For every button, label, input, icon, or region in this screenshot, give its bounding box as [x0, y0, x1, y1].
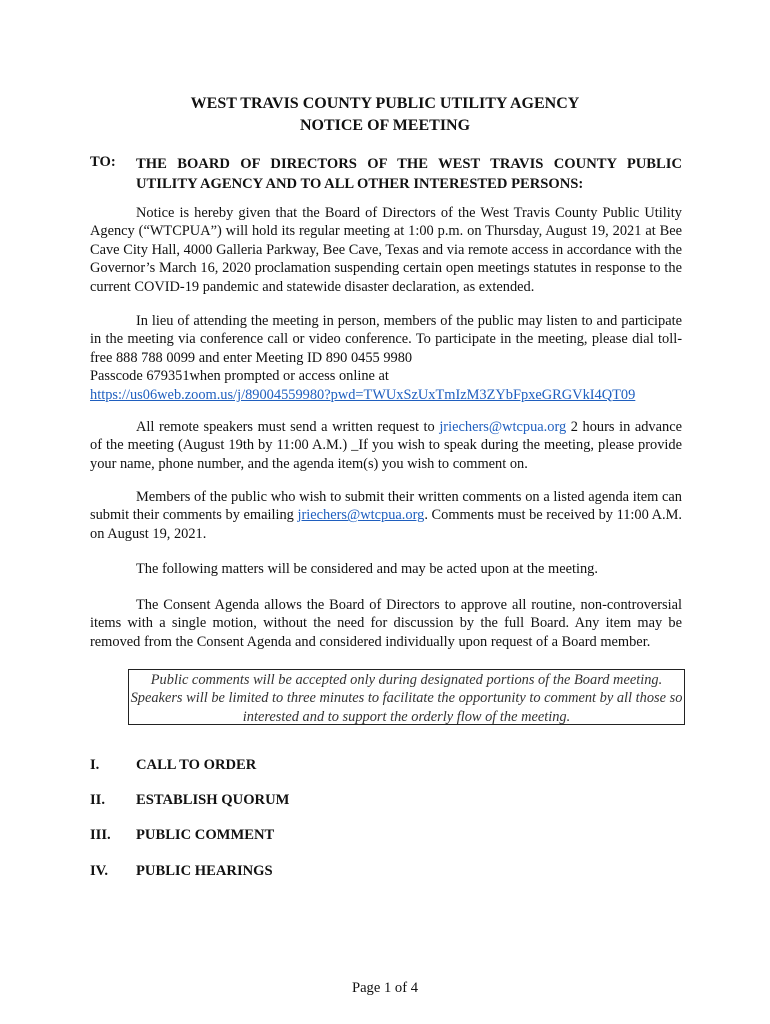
comments-text-before: Members of the public who wish to submit their written comments on a listed agenda item can submit their comments by emailing: [90, 489, 682, 524]
passcode-line: Passcode 679351when prompted or access online at: [90, 368, 389, 385]
public-comment-notice-box: Public comments will be accepted only during designated portions of the Board meeting. Speakers will be limited to three minutes to facilitate the opportunity to comment by all those so interested and to support the orderly flow of the meeting.: [128, 669, 685, 725]
agenda-item-number: II.: [90, 792, 106, 808]
agenda-item-public-comment: PUBLIC COMMENT: [136, 827, 275, 843]
following-matters-paragraph: The following matters will be considered and may be acted upon at the meeting.: [136, 561, 598, 577]
speakers-text-after: 2 hours in advance of the meeting (August 19th by 11:00 A.M.) _If you wish to speak during the meeting, please provide your name, phone number, and the agenda item(s) you wish to comment on.: [90, 419, 682, 472]
agenda-item-call-to-order: CALL TO ORDER: [136, 757, 257, 773]
agency-title: WEST TRAVIS COUNTY PUBLIC UTILITY AGENCY: [190, 95, 580, 112]
agenda-item-number: IV.: [90, 863, 108, 879]
notice-paragraph: Notice is hereby given that the Board of Directors of the West Travis County Public Utility Agency (“WTCPUA”) will hold its regular meeting at 1:00 p.m. on Thursday, August 19, 2021 at Bee Cave City Hall, 4000 Galleria Parkway, Bee Cave, Texas and via remote access in accordance with the Governor’s March 16, 2020 proclamation suspending certain open meetings statutes in response to the current COVID-19 pandemic and statewide disaster declaration, as extended.: [90, 205, 682, 295]
comments-email-link[interactable]: jriechers@wtcpua.org: [297, 507, 425, 524]
comments-text-after: . Comments must be received by 11:00 A.M. on August 19, 2021.: [90, 507, 682, 542]
page-number: Page 1 of 4: [351, 980, 419, 996]
agenda-item-number: I.: [90, 757, 100, 773]
addressee-text: THE BOARD OF DIRECTORS OF THE WEST TRAVIS COUNTY PUBLIC UTILITY AGENCY AND TO ALL OTHER INTERESTED PERSONS:: [136, 156, 682, 192]
consent-agenda-paragraph: The Consent Agenda allows the Board of Directors to approve all routine, non-controversial items with a single motion, without the need for discussion by the full Board. Any item may be removed from the Consent Agenda and considered individually upon request of a Board member.: [90, 597, 682, 650]
remote-speakers-paragraph: [90, 418, 682, 473]
agenda-item-public-hearings: PUBLIC HEARINGS: [136, 863, 273, 879]
speakers-text-before: All remote speakers must send a written request to: [136, 419, 435, 435]
agenda-item-establish-quorum: ESTABLISH QUORUM: [136, 792, 290, 808]
notice-title: NOTICE OF MEETING: [299, 117, 471, 134]
agenda-item-number: III.: [90, 827, 111, 843]
speakers-email-link[interactable]: jriechers@wtcpua.org: [439, 419, 567, 435]
remote-access-intro: In lieu of attending the meeting in person, members of the public may listen to and participate in the meeting via conference call or video conference. To participate in the meeting, please dial toll-free 888 788 0099 and enter Meeting ID 890 0455 9980: [90, 313, 682, 366]
to-label: TO:: [90, 154, 116, 170]
zoom-link[interactable]: https://us06web.zoom.us/j/89004559980?pwd=TWUxSzUxTmIzM3ZYbFpxeGRGVkI4QT09: [90, 386, 636, 403]
written-comments-paragraph: [90, 488, 682, 543]
remote-access-paragraph: [90, 312, 682, 404]
